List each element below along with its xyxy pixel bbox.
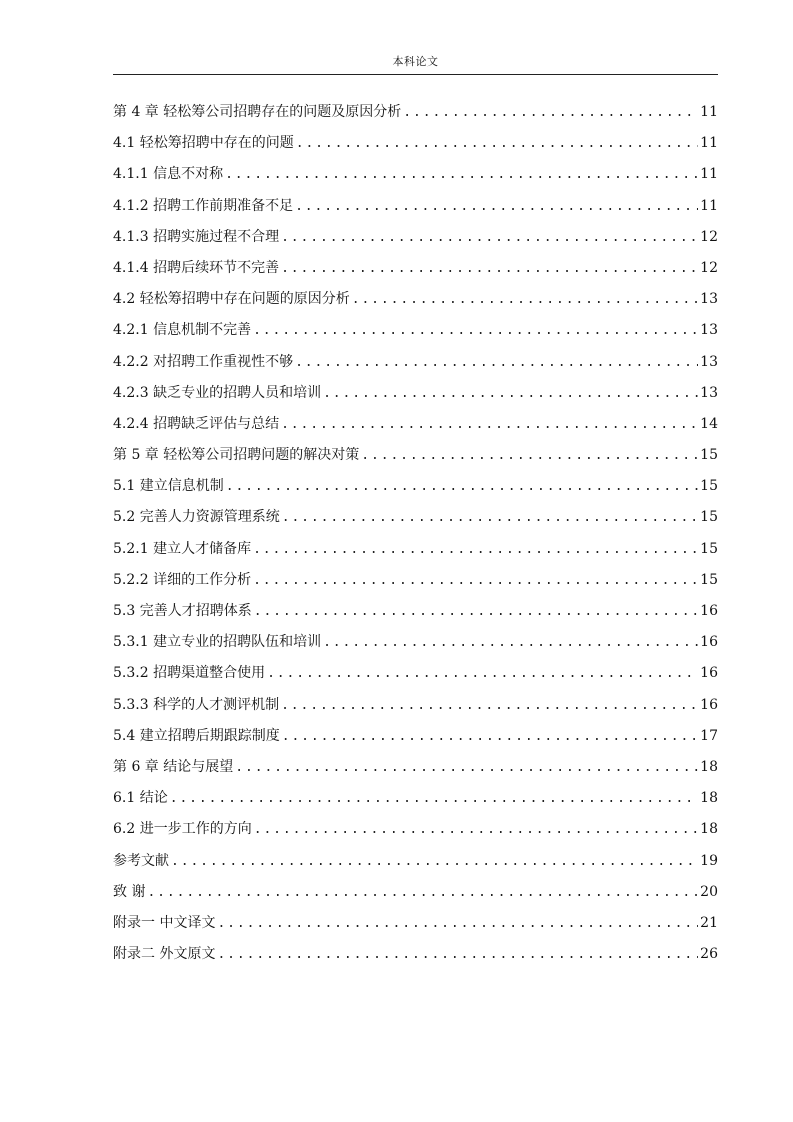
toc-entry-title: 5.3.2 招聘渠道整合使用 — [113, 665, 266, 682]
toc-entry-title: 4.2.2 对招聘工作重视性不够 — [113, 353, 294, 370]
toc-dot-leader — [361, 444, 698, 468]
toc-dot-leader — [295, 195, 698, 219]
toc-entry-title: 4.2.4 招聘缺乏评估与总结 — [113, 415, 280, 432]
toc-dot-leader — [253, 538, 698, 562]
page-header — [113, 52, 718, 75]
toc-entry-page-number: 18 — [700, 758, 718, 775]
toc-entry-page-number: 13 — [700, 353, 718, 370]
toc-entry-page-number: 15 — [700, 571, 718, 588]
toc-entry[interactable] — [113, 755, 718, 786]
toc-entry-page-number: 18 — [700, 790, 718, 807]
toc-entry-page-number: 11 — [700, 197, 718, 214]
toc-dot-leader — [352, 288, 698, 312]
toc-entry-page-number: 16 — [700, 665, 718, 682]
toc-entry-title: 4.2.1 信息机制不完善 — [113, 322, 252, 339]
toc-dot-leader — [323, 382, 698, 406]
toc-entry[interactable] — [113, 630, 718, 661]
toc-dot-leader — [254, 818, 698, 842]
toc-entry[interactable] — [113, 100, 718, 131]
toc-entry-page-number: 14 — [700, 415, 718, 432]
toc-entry[interactable] — [113, 194, 718, 225]
toc-entry-page-number: 26 — [700, 946, 718, 963]
toc-dot-leader — [147, 881, 698, 905]
toc-entry[interactable] — [113, 724, 718, 755]
toc-entry-title: 5.1 建立信息机制 — [113, 478, 224, 495]
toc-entry-page-number: 11 — [700, 135, 718, 152]
toc-dot-leader — [267, 662, 698, 686]
toc-entry-page-number: 21 — [700, 914, 718, 931]
toc-dot-leader — [225, 163, 698, 187]
toc-entry-title: 5.3.1 建立专业的招聘队伍和培训 — [113, 634, 322, 651]
toc-entry-title: 第 4 章 轻松筹公司招聘存在的问题及原因分析 — [113, 104, 402, 120]
toc-dot-leader — [296, 132, 698, 156]
toc-entry-title: 6.1 结论 — [113, 790, 168, 807]
toc-entry[interactable] — [113, 817, 718, 848]
toc-entry-title: 4.1.4 招聘后续环节不完善 — [113, 259, 280, 276]
toc-entry[interactable] — [113, 318, 718, 349]
toc-entry[interactable] — [113, 225, 718, 256]
toc-entry-page-number: 15 — [700, 540, 718, 557]
toc-dot-leader — [403, 101, 698, 125]
toc-entry-page-number: 11 — [700, 104, 718, 120]
toc-entry-page-number: 19 — [700, 852, 718, 869]
toc-entry-page-number: 16 — [700, 603, 718, 619]
toc-entry-page-number: 15 — [700, 478, 718, 495]
toc-entry-page-number: 12 — [700, 259, 718, 276]
toc-entry-title: 4.1 轻松筹招聘中存在的问题 — [113, 135, 294, 152]
toc-dot-leader — [253, 319, 698, 343]
toc-entry-title: 5.2.2 详细的工作分析 — [113, 571, 252, 588]
toc-dot-leader — [254, 600, 698, 624]
toc-entry-title: 4.1.3 招聘实施过程不合理 — [113, 228, 280, 245]
toc-entry-page-number: 13 — [700, 384, 718, 401]
toc-entry-title: 附录一 中文译文 — [113, 914, 216, 931]
toc-entry-title: 第 5 章 轻松筹公司招聘问题的解决对策 — [113, 447, 360, 464]
toc-dot-leader — [170, 787, 698, 811]
toc-entry-title: 5.2.1 建立人才储备库 — [113, 540, 252, 557]
toc-entry[interactable] — [113, 599, 718, 630]
toc-dot-leader — [295, 351, 698, 375]
toc-dot-leader — [217, 943, 698, 967]
toc-entry[interactable] — [113, 911, 718, 942]
toc-entry[interactable] — [113, 505, 718, 536]
toc-dot-leader — [281, 226, 698, 250]
toc-entry[interactable] — [113, 350, 718, 381]
toc-entry-title: 参考文献 — [113, 852, 169, 869]
toc-entry-page-number: 12 — [700, 228, 718, 245]
toc-entry[interactable] — [113, 287, 718, 318]
table-of-contents — [113, 100, 718, 973]
toc-dot-leader — [235, 756, 698, 780]
toc-entry-page-number: 15 — [700, 509, 718, 526]
toc-entry[interactable] — [113, 381, 718, 412]
toc-entry-title: 4.2 轻松筹招聘中存在问题的原因分析 — [113, 291, 350, 308]
toc-entry[interactable] — [113, 131, 718, 162]
toc-dot-leader — [282, 725, 698, 749]
toc-entry[interactable] — [113, 942, 718, 973]
toc-entry-title: 4.2.3 缺乏专业的招聘人员和培训 — [113, 384, 322, 401]
toc-entry[interactable] — [113, 162, 718, 193]
toc-entry-title: 4.1.2 招聘工作前期准备不足 — [113, 197, 294, 214]
toc-entry-title: 4.1.1 信息不对称 — [113, 166, 224, 183]
toc-entry-title: 第 6 章 结论与展望 — [113, 758, 234, 775]
toc-entry-title: 5.4 建立招聘后期跟踪制度 — [113, 727, 280, 744]
toc-entry[interactable] — [113, 880, 718, 911]
toc-dot-leader — [253, 569, 698, 593]
toc-entry-title: 5.3 完善人才招聘体系 — [113, 603, 252, 619]
toc-dot-leader — [226, 475, 698, 499]
toc-dot-leader — [282, 506, 698, 530]
toc-entry[interactable] — [113, 412, 718, 443]
toc-entry-title: 6.2 进一步工作的方向 — [113, 821, 252, 838]
toc-dot-leader — [323, 631, 698, 655]
toc-dot-leader — [281, 413, 698, 437]
toc-entry[interactable] — [113, 661, 718, 692]
toc-entry-page-number: 16 — [700, 696, 718, 713]
toc-entry-page-number: 18 — [700, 821, 718, 838]
toc-dot-leader — [217, 912, 698, 936]
toc-entry[interactable] — [113, 474, 718, 505]
toc-dot-leader — [281, 694, 698, 718]
toc-dot-leader — [171, 850, 698, 874]
toc-entry[interactable] — [113, 786, 718, 817]
toc-dot-leader — [281, 257, 698, 281]
toc-entry-page-number: 16 — [700, 634, 718, 651]
toc-entry-page-number: 17 — [700, 727, 718, 744]
header-title: 本科论文 — [392, 55, 439, 68]
toc-entry-page-number: 13 — [700, 322, 718, 339]
toc-entry-page-number: 20 — [700, 883, 718, 900]
toc-entry-title: 5.2 完善人力资源管理系统 — [113, 509, 280, 526]
toc-entry-title: 致 谢 — [113, 883, 146, 900]
toc-entry[interactable] — [113, 849, 718, 880]
toc-entry-title: 附录二 外文原文 — [113, 946, 216, 963]
toc-entry-page-number: 15 — [700, 447, 718, 464]
toc-entry[interactable] — [113, 537, 718, 568]
toc-entry-title: 5.3.3 科学的人才测评机制 — [113, 696, 280, 713]
toc-entry-page-number: 13 — [700, 291, 718, 308]
toc-entry[interactable] — [113, 256, 718, 287]
toc-entry[interactable] — [113, 443, 718, 474]
toc-entry[interactable] — [113, 568, 718, 599]
toc-entry[interactable] — [113, 693, 718, 724]
toc-entry-page-number: 11 — [700, 166, 718, 183]
